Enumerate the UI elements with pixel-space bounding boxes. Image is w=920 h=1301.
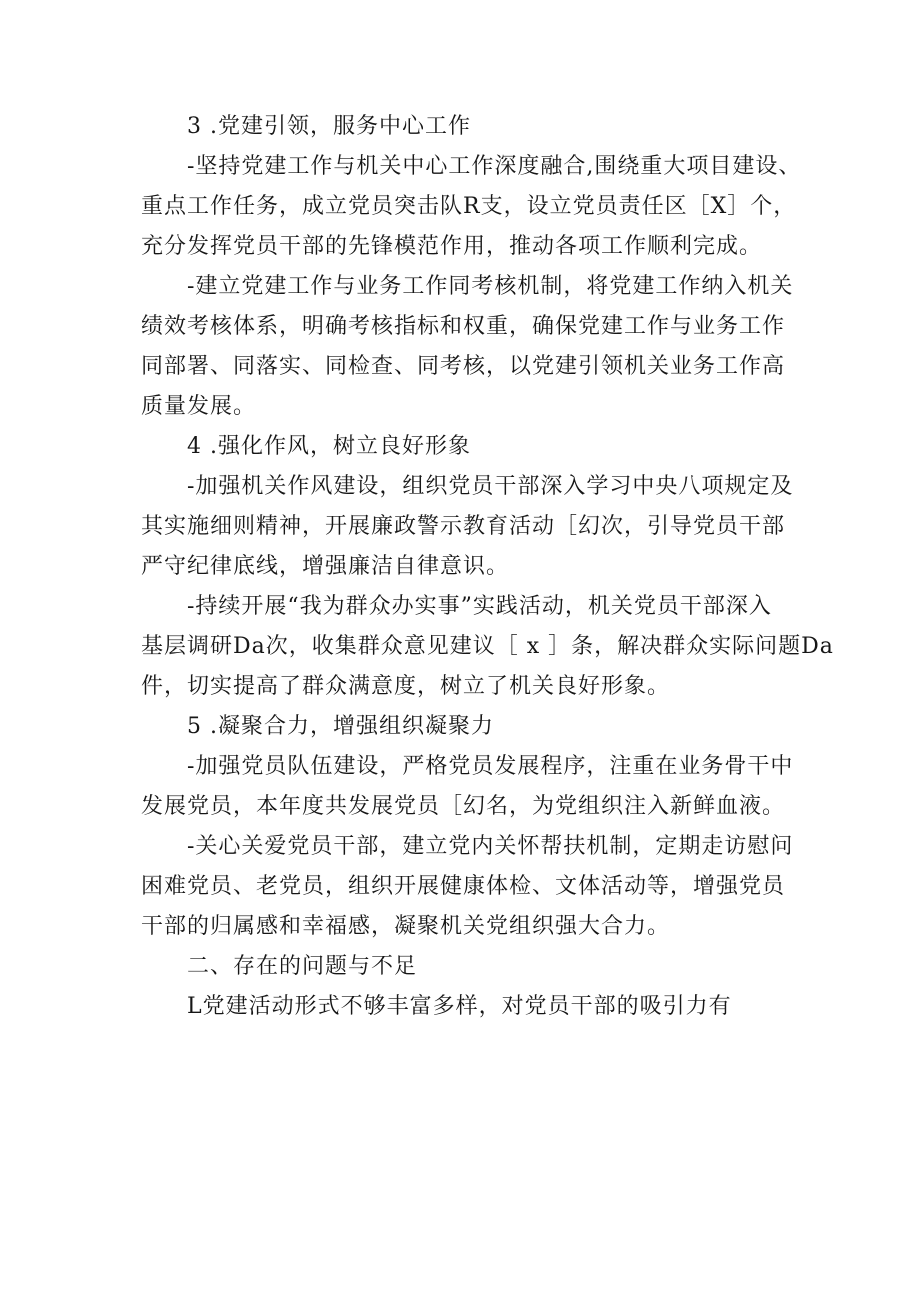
section-heading-4: 4 .强化作风，树立良好形象 (187, 434, 471, 459)
paragraph-line: 同部署、同落实、同检查、同考核，以党建引领机关业务工作高 (141, 354, 786, 379)
paragraph-line: 充分发挥党员干部的先锋模范作用，推动各项工作顺利完成。 (141, 234, 763, 259)
paragraph-line: -坚持党建工作与机关中心工作深度融合,围绕重大项目建设、 (187, 154, 802, 179)
paragraph-line: 其实施细则精神，开展廉政警示教育活动［幻次，引导党员干部 (141, 514, 786, 539)
section-heading-5: 5 .凝聚合力，增强组织凝聚力 (187, 714, 494, 739)
paragraph-line: 基层调研Da次，收集群众意见建议［ x ］条，解决群众实际问题Da (141, 634, 834, 659)
paragraph-line: 绩效考核体系，明确考核指标和权重，确保党建工作与业务工作 (141, 314, 786, 339)
paragraph-line: 干部的归属感和幸福感，凝聚机关党组织强大合力。 (141, 914, 671, 939)
paragraph-line: -加强机关作风建设，组织党员干部深入学习中央八项规定及 (187, 474, 794, 499)
paragraph-line: L党建活动形式不够丰富多样，对党员干部的吸引力有 (187, 994, 732, 1019)
section-heading-3: 3 .党建引领，服务中心工作 (187, 114, 471, 139)
paragraph-line: 困难党员、老党员，组织开展健康体检、文体活动等，增强党员 (141, 874, 786, 899)
paragraph-line: 严守纪律底线，增强廉洁自律意识。 (141, 554, 510, 579)
paragraph-line: -关心关爱党员干部，建立党内关怀帮扶机制，定期走访慰问 (187, 834, 794, 859)
chapter-heading-2: 二、存在的问题与不足 (187, 954, 418, 979)
paragraph-line: 件，切实提高了群众满意度，树立了机关良好形象。 (141, 674, 671, 699)
paragraph-line: 重点工作任务，成立党员突击队R支，设立党员责任区［X］个， (141, 194, 797, 219)
paragraph-line: 发展党员，本年度共发展党员［幻名，为党组织注入新鲜血液。 (141, 794, 786, 819)
document-body (141, 107, 834, 1027)
paragraph-line: 质量发展。 (141, 394, 257, 419)
paragraph-line: -持续开展“我为群众办实事”实践活动，机关党员干部深入 (187, 594, 772, 619)
paragraph-line: -加强党员队伍建设，严格党员发展程序，注重在业务骨干中 (187, 754, 794, 779)
paragraph-line: -建立党建工作与业务工作同考核机制，将党建工作纳入机关 (187, 274, 794, 299)
